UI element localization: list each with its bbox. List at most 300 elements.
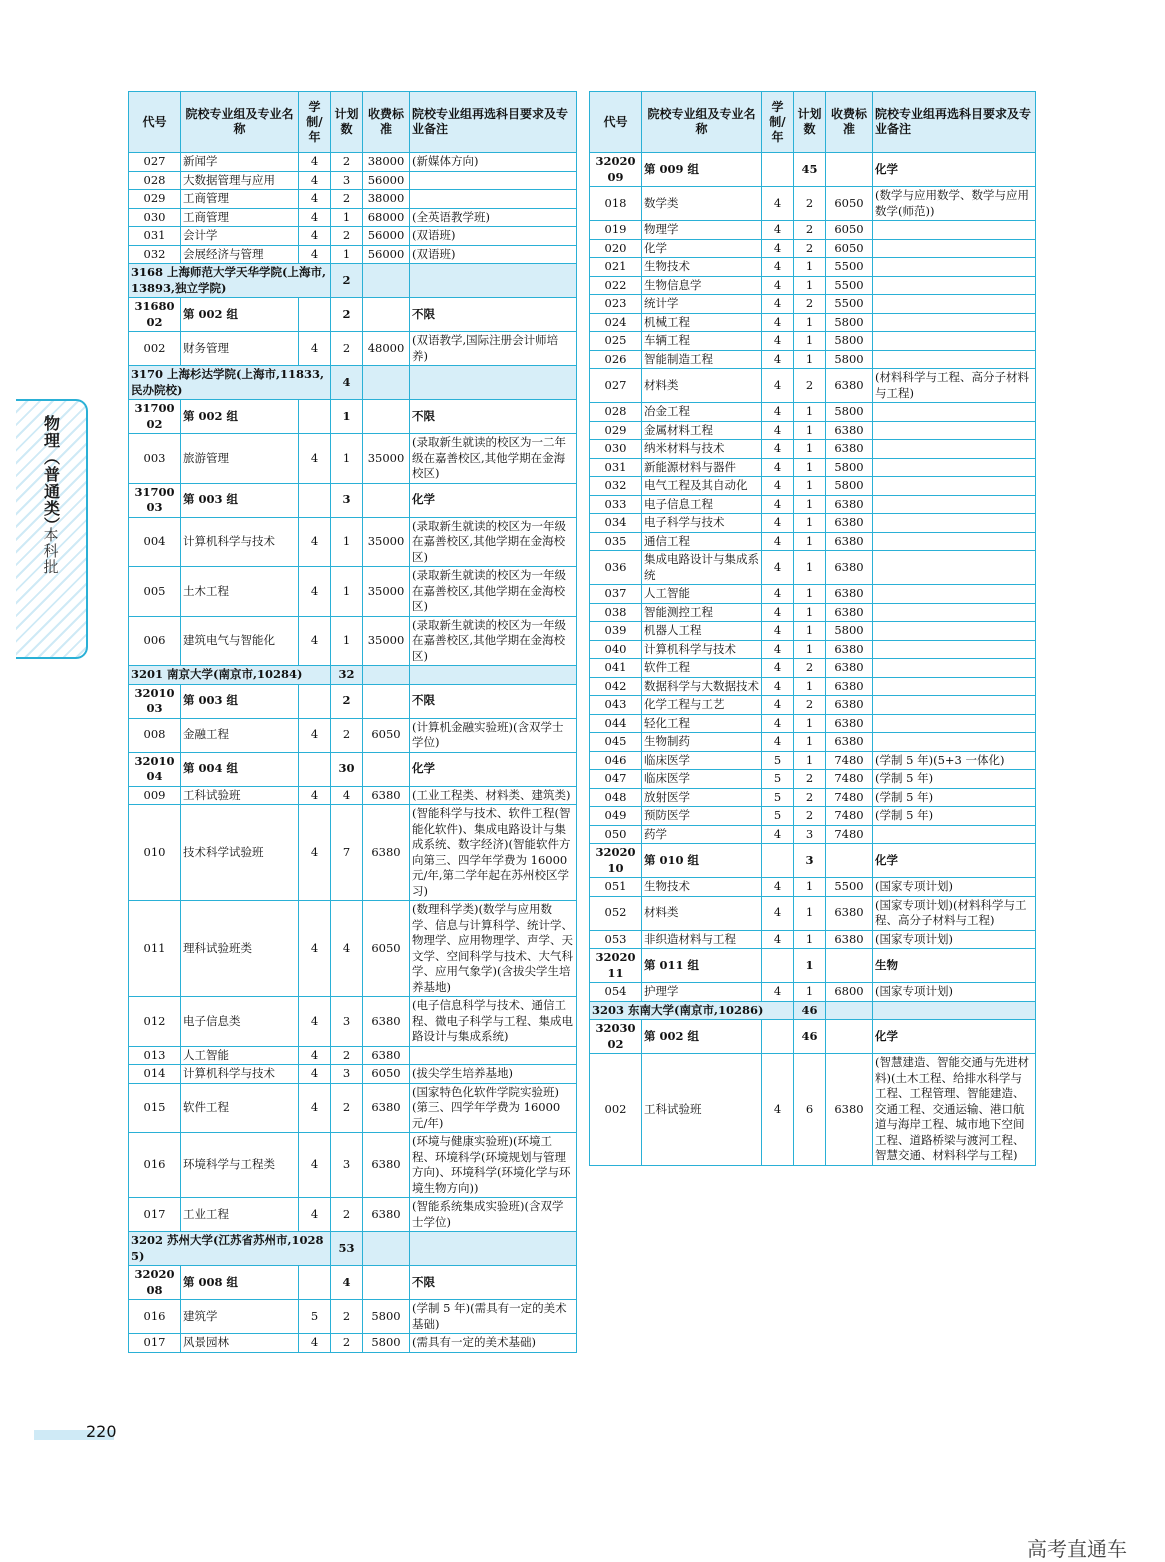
major-code: 022 (590, 276, 642, 295)
major-note: (智能系统集成实验班)(含双学士学位) (410, 1198, 577, 1232)
major-years: 4 (762, 276, 794, 295)
major-row (590, 295, 1036, 314)
major-name: 会计学 (181, 227, 299, 246)
major-name: 新闻学 (181, 153, 299, 172)
major-note (410, 1046, 577, 1065)
school-name: 3168 上海师范大学天华学院(上海市,13893,独立学院) (129, 264, 331, 298)
watermark-text: 高考直通车 (1027, 1537, 1127, 1561)
table-header-row (590, 92, 1036, 153)
major-row (129, 1300, 577, 1334)
major-name: 化学工程与工艺 (642, 696, 762, 715)
major-plan: 2 (331, 718, 363, 752)
major-row (590, 221, 1036, 240)
major-note (873, 258, 1036, 277)
major-fee: 6380 (826, 421, 873, 440)
group-subject-requirement: 化学 (873, 844, 1036, 878)
major-fee: 56000 (363, 227, 410, 246)
major-fee: 6050 (363, 718, 410, 752)
major-plan: 7 (331, 805, 363, 901)
empty-cell (826, 153, 873, 187)
major-code: 031 (590, 458, 642, 477)
group-code: 3201004 (129, 752, 181, 786)
major-code: 013 (129, 1046, 181, 1065)
major-fee: 5500 (826, 878, 873, 897)
major-plan: 2 (331, 1046, 363, 1065)
major-row (590, 751, 1036, 770)
group-subject-requirement: 不限 (410, 1266, 577, 1300)
major-years: 5 (762, 807, 794, 826)
major-fee: 7480 (826, 788, 873, 807)
major-years: 4 (299, 616, 331, 666)
major-fee: 6380 (826, 1054, 873, 1166)
group-name: 第 002 组 (642, 1020, 762, 1054)
major-row (129, 997, 577, 1047)
major-note: (数学与应用数学、数学与应用数学(师范)) (873, 187, 1036, 221)
major-note: (国家专项计划) (873, 878, 1036, 897)
group-code: 3170003 (129, 483, 181, 517)
group-plan: 45 (794, 153, 826, 187)
major-years: 4 (762, 421, 794, 440)
group-row (129, 400, 577, 434)
major-plan: 1 (794, 714, 826, 733)
major-note: (电子信息科学与技术、通信工程、微电子科学与工程、集成电路设计与集成系统) (410, 997, 577, 1047)
major-row (590, 477, 1036, 496)
major-row (590, 714, 1036, 733)
major-note: (学制 5 年) (873, 770, 1036, 789)
group-row (590, 949, 1036, 983)
major-plan: 2 (794, 770, 826, 789)
major-name: 纳米材料与技术 (642, 440, 762, 459)
empty-cell (410, 366, 577, 400)
major-plan: 1 (331, 434, 363, 484)
major-note: (数理科学类)(数学与应用数学、信息与计算科学、统计学、物理学、应用物理学、声学、天文学、空间科学与技术、大气科学、应用气象学)(含拔尖学生培养基地) (410, 901, 577, 997)
major-code: 018 (590, 187, 642, 221)
major-fee: 6050 (826, 239, 873, 258)
major-fee: 6380 (826, 640, 873, 659)
major-note: (工业工程类、材料类、建筑类) (410, 786, 577, 805)
major-note (873, 239, 1036, 258)
empty-cell (410, 1232, 577, 1266)
major-note: (学制 5 年) (873, 807, 1036, 826)
major-note: (学制 5 年) (873, 788, 1036, 807)
major-row (590, 458, 1036, 477)
empty-cell (826, 1001, 873, 1020)
major-plan: 1 (794, 350, 826, 369)
major-name: 电气工程及其自动化 (642, 477, 762, 496)
major-plan: 2 (331, 190, 363, 209)
major-row (590, 239, 1036, 258)
major-code: 037 (590, 585, 642, 604)
major-code: 048 (590, 788, 642, 807)
major-plan: 1 (331, 517, 363, 567)
group-code: 3203002 (590, 1020, 642, 1054)
major-name: 电子信息工程 (642, 495, 762, 514)
major-years: 4 (762, 187, 794, 221)
major-name: 冶金工程 (642, 403, 762, 422)
major-name: 人工智能 (181, 1046, 299, 1065)
major-row (129, 718, 577, 752)
left-table-body (129, 153, 577, 1353)
major-code: 030 (129, 208, 181, 227)
empty-cell (363, 264, 410, 298)
major-fee: 5500 (826, 295, 873, 314)
major-plan: 1 (794, 276, 826, 295)
major-name: 生物制药 (642, 733, 762, 752)
major-name: 车辆工程 (642, 332, 762, 351)
major-row (590, 514, 1036, 533)
major-fee: 7480 (826, 807, 873, 826)
major-plan: 3 (331, 1065, 363, 1084)
major-years: 4 (299, 245, 331, 264)
group-subject-requirement: 化学 (873, 153, 1036, 187)
empty-cell (762, 153, 794, 187)
major-years: 4 (299, 1133, 331, 1198)
empty-cell (363, 666, 410, 685)
major-name: 放射医学 (642, 788, 762, 807)
major-note (873, 495, 1036, 514)
major-code: 028 (590, 403, 642, 422)
major-plan: 2 (794, 221, 826, 240)
major-code: 034 (590, 514, 642, 533)
group-name: 第 002 组 (181, 298, 299, 332)
major-plan: 1 (794, 603, 826, 622)
major-years: 4 (762, 714, 794, 733)
major-plan: 2 (794, 369, 826, 403)
major-row (129, 208, 577, 227)
major-plan: 2 (794, 187, 826, 221)
major-note (873, 603, 1036, 622)
empty-cell (363, 483, 410, 517)
major-note (873, 313, 1036, 332)
major-plan: 1 (794, 440, 826, 459)
major-note: (录取新生就读的校区为一年级在嘉善校区,其他学期在金海校区) (410, 567, 577, 617)
major-years: 4 (762, 983, 794, 1002)
major-row (129, 1046, 577, 1065)
major-row (590, 825, 1036, 844)
major-plan: 2 (331, 1083, 363, 1133)
major-years: 4 (299, 190, 331, 209)
major-name: 工商管理 (181, 190, 299, 209)
major-fee: 5800 (826, 350, 873, 369)
group-code: 3201003 (129, 684, 181, 718)
major-years: 4 (762, 640, 794, 659)
major-row (590, 313, 1036, 332)
major-code: 028 (129, 171, 181, 190)
group-name: 第 003 组 (181, 684, 299, 718)
empty-cell (299, 298, 331, 332)
major-row (129, 1198, 577, 1232)
group-plan: 1 (794, 949, 826, 983)
school-row (129, 264, 577, 298)
major-row (590, 403, 1036, 422)
major-fee: 6380 (826, 930, 873, 949)
major-name: 临床医学 (642, 770, 762, 789)
group-name: 第 010 组 (642, 844, 762, 878)
major-name: 工科试验班 (181, 786, 299, 805)
major-plan: 1 (794, 477, 826, 496)
major-row (129, 227, 577, 246)
major-note: (智能科学与技术、软件工程(智能化软件)、集成电路设计与集成系统、数字经济)(智能软件方向第三、四学年学费为 16000 元/年,第二学年起在苏州校区学习) (410, 805, 577, 901)
major-plan: 1 (331, 567, 363, 617)
major-fee: 6380 (363, 1083, 410, 1133)
major-note: (全英语教学班) (410, 208, 577, 227)
major-plan: 2 (331, 153, 363, 172)
major-years: 4 (762, 514, 794, 533)
major-fee: 35000 (363, 616, 410, 666)
major-fee: 6380 (826, 440, 873, 459)
major-row (590, 896, 1036, 930)
major-name: 临床医学 (642, 751, 762, 770)
major-name: 技术科学试验班 (181, 805, 299, 901)
group-plan: 3 (331, 483, 363, 517)
header-name: 院校专业组及专业名称 (181, 92, 299, 153)
major-row (590, 677, 1036, 696)
major-fee: 6800 (826, 983, 873, 1002)
major-name: 数据科学与大数据技术 (642, 677, 762, 696)
school-row (129, 366, 577, 400)
major-plan: 3 (331, 1133, 363, 1198)
major-name: 工商管理 (181, 208, 299, 227)
school-plan: 53 (331, 1232, 363, 1266)
group-row (129, 684, 577, 718)
major-code: 054 (590, 983, 642, 1002)
major-code: 050 (590, 825, 642, 844)
major-row (590, 640, 1036, 659)
major-fee: 6380 (826, 551, 873, 585)
major-plan: 2 (794, 659, 826, 678)
empty-cell (826, 1020, 873, 1054)
major-fee: 6380 (826, 495, 873, 514)
major-note: (录取新生就读的校区为一年级在嘉善校区,其他学期在金海校区) (410, 517, 577, 567)
major-name: 人工智能 (642, 585, 762, 604)
major-note: (计算机金融实验班)(含双学士学位) (410, 718, 577, 752)
major-years: 4 (762, 825, 794, 844)
major-row (590, 930, 1036, 949)
major-name: 建筑电气与智能化 (181, 616, 299, 666)
major-plan: 1 (794, 896, 826, 930)
major-note: (智慧建造、智能交通与先进材料)(土木工程、给排水科学与工程、工程管理、智能建造、交通工程、交通运输、港口航道与海岸工程、城市地下空间工程、道路桥梁与渡河工程、智慧交通、材料科学与工程) (873, 1054, 1036, 1166)
major-row (129, 245, 577, 264)
major-plan: 1 (794, 983, 826, 1002)
major-plan: 2 (794, 696, 826, 715)
major-name: 软件工程 (642, 659, 762, 678)
major-years: 4 (762, 532, 794, 551)
major-name: 电子信息类 (181, 997, 299, 1047)
major-years: 4 (762, 659, 794, 678)
major-row (590, 187, 1036, 221)
major-note (873, 585, 1036, 604)
major-note: (双语班) (410, 245, 577, 264)
major-years: 4 (299, 1065, 331, 1084)
major-name: 机械工程 (642, 313, 762, 332)
major-row (129, 1083, 577, 1133)
major-note (873, 551, 1036, 585)
major-row (129, 901, 577, 997)
major-note (873, 825, 1036, 844)
major-years: 4 (299, 1198, 331, 1232)
major-plan: 1 (794, 751, 826, 770)
major-years: 4 (299, 1334, 331, 1353)
major-fee: 5800 (826, 332, 873, 351)
school-row (590, 1001, 1036, 1020)
major-fee: 56000 (363, 245, 410, 264)
major-fee: 7480 (826, 825, 873, 844)
major-code: 051 (590, 878, 642, 897)
group-plan: 1 (331, 400, 363, 434)
major-note (873, 640, 1036, 659)
major-name: 生物技术 (642, 258, 762, 277)
major-code: 036 (590, 551, 642, 585)
major-code: 042 (590, 677, 642, 696)
school-name: 3203 东南大学(南京市,10286) (590, 1001, 794, 1020)
empty-cell (363, 684, 410, 718)
major-code: 029 (129, 190, 181, 209)
school-plan: 46 (794, 1001, 826, 1020)
empty-cell (299, 400, 331, 434)
major-code: 053 (590, 930, 642, 949)
major-plan: 1 (794, 313, 826, 332)
group-subject-requirement: 化学 (410, 483, 577, 517)
major-row (129, 1334, 577, 1353)
empty-cell (826, 949, 873, 983)
major-row (129, 786, 577, 805)
major-plan: 1 (794, 585, 826, 604)
header-code: 代号 (590, 92, 642, 153)
empty-cell (299, 752, 331, 786)
major-note (873, 696, 1036, 715)
group-plan: 4 (331, 1266, 363, 1300)
group-name: 第 003 组 (181, 483, 299, 517)
major-years: 4 (299, 1046, 331, 1065)
group-code: 3168002 (129, 298, 181, 332)
major-row (129, 567, 577, 617)
group-subject-requirement: 生物 (873, 949, 1036, 983)
major-years: 4 (762, 477, 794, 496)
school-name: 3202 苏州大学(江苏省苏州市,10285) (129, 1232, 331, 1266)
major-row (590, 733, 1036, 752)
major-code: 035 (590, 532, 642, 551)
major-plan: 1 (331, 245, 363, 264)
major-code: 023 (590, 295, 642, 314)
major-note (873, 714, 1036, 733)
major-row (129, 153, 577, 172)
major-years: 4 (299, 517, 331, 567)
major-row (590, 983, 1036, 1002)
major-years: 4 (762, 295, 794, 314)
major-note (873, 295, 1036, 314)
major-code: 012 (129, 997, 181, 1047)
major-code: 008 (129, 718, 181, 752)
major-code: 020 (590, 239, 642, 258)
major-years: 4 (762, 930, 794, 949)
major-plan: 1 (794, 733, 826, 752)
major-row (590, 532, 1036, 551)
major-name: 土木工程 (181, 567, 299, 617)
major-years: 4 (299, 434, 331, 484)
major-years: 4 (762, 350, 794, 369)
major-years: 5 (299, 1300, 331, 1334)
major-years: 4 (762, 313, 794, 332)
header-years: 学制/年 (299, 92, 331, 153)
side-section-tab (16, 399, 88, 659)
major-note (873, 440, 1036, 459)
major-plan: 1 (794, 514, 826, 533)
major-fee: 6380 (363, 1046, 410, 1065)
group-row (129, 752, 577, 786)
major-fee: 5800 (826, 458, 873, 477)
left-admission-table (128, 91, 577, 1353)
major-fee: 68000 (363, 208, 410, 227)
major-fee: 6380 (363, 786, 410, 805)
side-tab-subtitle: 本科批 (41, 527, 60, 575)
side-tab-title: 物理（普通类） (41, 415, 61, 534)
major-plan: 1 (794, 403, 826, 422)
major-fee: 5800 (826, 477, 873, 496)
major-years: 4 (762, 878, 794, 897)
major-plan: 1 (794, 551, 826, 585)
major-name: 电子科学与技术 (642, 514, 762, 533)
major-row (590, 603, 1036, 622)
header-plan: 计划数 (794, 92, 826, 153)
major-fee: 38000 (363, 190, 410, 209)
major-years: 4 (762, 332, 794, 351)
major-note: (录取新生就读的校区为一年级在嘉善校区,其他学期在金海校区) (410, 616, 577, 666)
page-number: 220 (86, 1422, 117, 1441)
major-years: 4 (762, 440, 794, 459)
major-name: 数学类 (642, 187, 762, 221)
major-fee: 6050 (826, 221, 873, 240)
major-note (873, 421, 1036, 440)
major-code: 030 (590, 440, 642, 459)
major-fee: 35000 (363, 434, 410, 484)
major-code: 038 (590, 603, 642, 622)
major-plan: 2 (331, 1300, 363, 1334)
major-name: 集成电路设计与集成系统 (642, 551, 762, 585)
major-name: 材料类 (642, 896, 762, 930)
major-years: 4 (762, 585, 794, 604)
major-note (873, 733, 1036, 752)
major-fee: 6380 (826, 677, 873, 696)
major-row (590, 878, 1036, 897)
school-name: 3201 南京大学(南京市,10284) (129, 666, 331, 685)
major-name: 建筑学 (181, 1300, 299, 1334)
major-code: 004 (129, 517, 181, 567)
group-name: 第 008 组 (181, 1266, 299, 1300)
major-fee: 56000 (363, 171, 410, 190)
school-plan: 2 (331, 264, 363, 298)
major-name: 旅游管理 (181, 434, 299, 484)
major-plan: 1 (794, 622, 826, 641)
major-years: 4 (299, 997, 331, 1047)
major-code: 024 (590, 313, 642, 332)
major-name: 生物技术 (642, 878, 762, 897)
major-plan: 2 (331, 332, 363, 366)
major-name: 风景园林 (181, 1334, 299, 1353)
major-row (129, 171, 577, 190)
major-note (873, 276, 1036, 295)
major-code: 009 (129, 786, 181, 805)
major-years: 4 (299, 153, 331, 172)
major-name: 工科试验班 (642, 1054, 762, 1166)
major-years: 4 (762, 896, 794, 930)
header-note: 院校专业组再选科目要求及专业备注 (410, 92, 577, 153)
major-row (590, 332, 1036, 351)
empty-cell (299, 483, 331, 517)
major-note: (学制 5 年)(5+3 一体化) (873, 751, 1036, 770)
major-note: (拔尖学生培养基地) (410, 1065, 577, 1084)
major-note: (环境与健康实验班)(环境工程、环境科学(环境规划与管理方向)、环境科学(环境化学与环境生物方向)) (410, 1133, 577, 1198)
major-years: 4 (762, 677, 794, 696)
